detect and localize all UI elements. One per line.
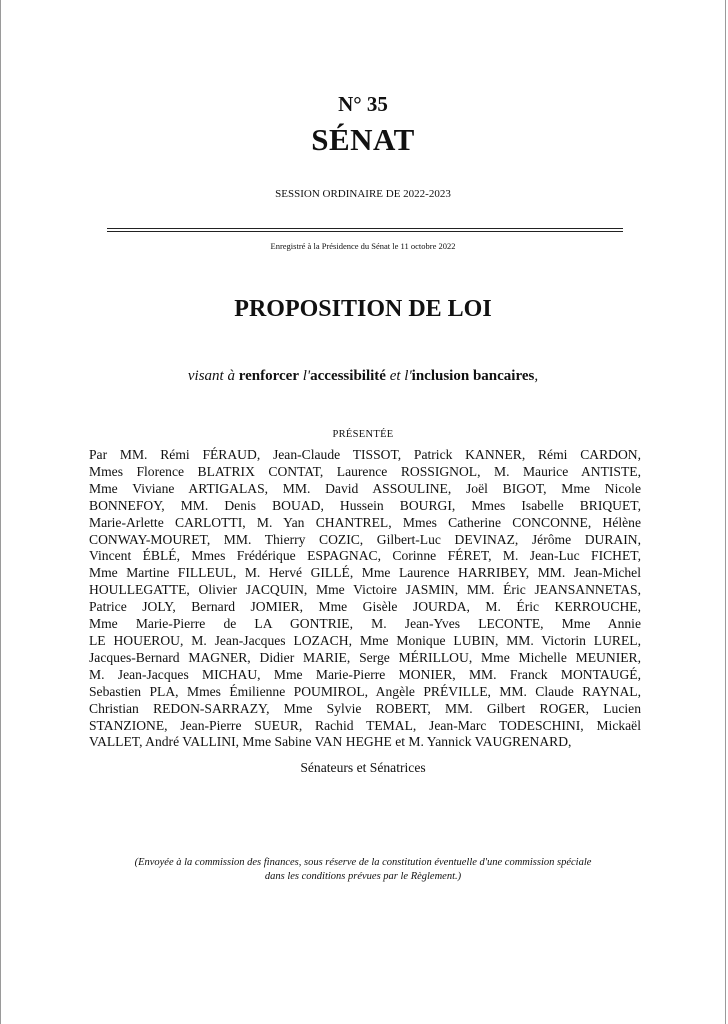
subject-word: renforcer xyxy=(238,368,299,384)
authors-list xyxy=(89,447,641,751)
authors-line: Patrice JOLY, Bernard JOMIER, Mme Gisèle JOURDA, M. Éric KERROUCHE, xyxy=(89,599,641,615)
authors-line: Mmes Florence BLATRIX CONTAT, Laurence ROSSIGNOL, M. Maurice ANTISTE, xyxy=(89,463,641,479)
double-rule-bottom xyxy=(107,231,623,232)
registration-date: Enregistré à la Présidence du Sénat le 11 octobre 2022 xyxy=(270,241,456,251)
authors-line: Marie-Arlette CARLOTTI, M. Yan CHANTREL, Mmes Catherine CONCONNE, Hélène xyxy=(89,514,641,530)
authors-line: BONNEFOY, MM. Denis BOUAD, Hussein BOURGI, Mmes Isabelle BRIQUET, xyxy=(89,497,641,513)
document-type-heading: PROPOSITION DE LOI xyxy=(234,296,492,322)
document-subject xyxy=(1,368,725,385)
authors-line: Mme Marie-Pierre de LA GONTRIE, M. Jean-Yves LECONTE, Mme Annie xyxy=(89,616,641,632)
subject-word: l' xyxy=(302,368,311,384)
authors-line: Par MM. Rémi FÉRAUD, Jean-Claude TISSOT, Patrick KANNER, Rémi CARDON, xyxy=(89,447,641,462)
subject-word: , xyxy=(534,368,539,384)
double-rule-top xyxy=(107,228,623,229)
subject-word: inclusion bancaires xyxy=(411,368,535,384)
referral-note xyxy=(1,856,725,884)
subject-word: et xyxy=(389,368,401,384)
subject-word: l' xyxy=(404,368,412,384)
authors-line: Mme Viviane ARTIGALAS, MM. David ASSOULINE, Joël BIGOT, Mme Nicole xyxy=(89,480,641,496)
authors-line: Sebastien PLA, Mmes Émilienne POUMIROL, Angèle PRÉVILLE, MM. Claude RAYNAL, xyxy=(89,683,641,699)
chamber-title: SÉNAT xyxy=(311,122,415,157)
presented-label: PRÉSENTÉE xyxy=(332,429,394,440)
authors-line: Jacques-Bernard MAGNER, Didier MARIE, Serge MÉRILLOU, Mme Michelle MEUNIER, xyxy=(89,649,641,665)
authors-line: M. Jean-Jacques MICHAU, Mme Marie-Pierre MONIER, MM. Franck MONTAUGÉ, xyxy=(89,666,641,682)
authors-line: LE HOUEROU, M. Jean-Jacques LOZACH, Mme Monique LUBIN, MM. Victorin LUREL, xyxy=(89,632,641,648)
authors-line: STANZIONE, Jean-Pierre SUEUR, Rachid TEMAL, Jean-Marc TODESCHINI, Mickaël xyxy=(89,717,641,733)
session-label: SESSION ORDINAIRE DE 2022-2023 xyxy=(275,188,451,200)
subject-word: visant à xyxy=(187,368,235,384)
authors-line: Christian REDON-SARRAZY, Mme Sylvie ROBERT, MM. Gilbert ROGER, Lucien xyxy=(89,700,641,716)
authors-line: CONWAY-MOURET, MM. Thierry COZIC, Gilbert-Luc DEVINAZ, Jérôme DURAIN, xyxy=(89,531,641,547)
referral-note-line: (Envoyée à la commission des finances, sous réserve de la constitution éventuelle d'une commission spéciale xyxy=(134,857,592,868)
authors-line: Vincent ÉBLÉ, Mmes Frédérique ESPAGNAC, Corinne FÉRET, M. Jean-Luc FICHET, xyxy=(89,548,641,564)
authors-line: VALLET, André VALLINI, Mme Sabine VAN HEGHE et M. Yannick VAUGRENARD, xyxy=(89,734,572,750)
signatories-label: Sénateurs et Sénatrices xyxy=(300,760,426,775)
authors-line: HOULLEGATTE, Olivier JACQUIN, Mme Victoire JASMIN, MM. Éric JEANSANNETAS, xyxy=(89,582,641,598)
authors-line: Mme Martine FILLEUL, M. Hervé GILLÉ, Mme Laurence HARRIBEY, MM. Jean-Michel xyxy=(89,565,641,581)
referral-note-line: dans les conditions prévues par le Règlement.) xyxy=(264,871,462,882)
document-number: N° 35 xyxy=(338,92,388,116)
subject-word: accessibilité xyxy=(310,368,386,384)
